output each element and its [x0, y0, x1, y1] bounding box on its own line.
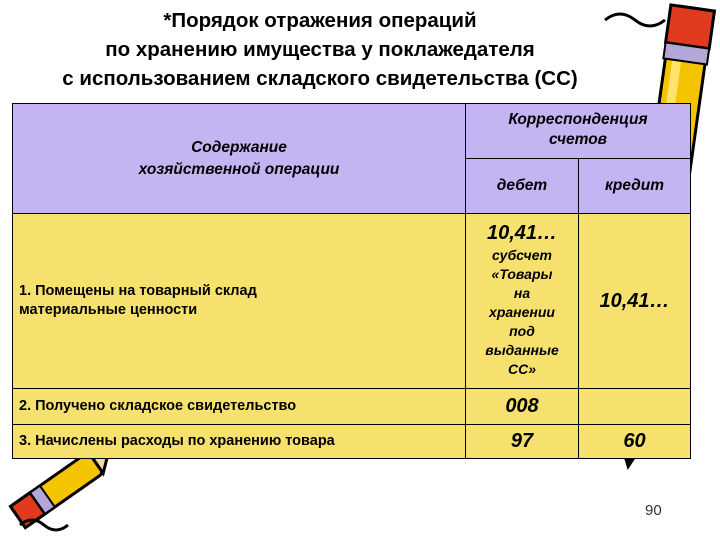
row-debit [466, 425, 579, 459]
operations-table [12, 103, 691, 459]
row-debit [466, 214, 579, 389]
row-description: 3. Начислены расходы по хранению товара [13, 425, 466, 459]
row-debit-value: 97 [510, 430, 534, 452]
row-credit [579, 425, 691, 459]
table-row [13, 389, 691, 425]
header-content-label: хозяйственной операции [138, 160, 340, 178]
page-number: 90 [645, 502, 662, 519]
subaccount-line: выданные [485, 342, 559, 358]
header-debit-cell [466, 159, 579, 214]
title-line: *Порядок отражения операций [163, 9, 477, 32]
header-debit-label: дебет [496, 177, 548, 194]
row-debit-value: 10,41… [486, 222, 558, 244]
row-credit [579, 389, 691, 425]
row-debit [466, 389, 579, 425]
row-credit-value: 10,41… [599, 289, 670, 312]
title-line: с использованием складского свидетельства (СС) [62, 67, 578, 90]
table-row [13, 425, 691, 459]
header-correspondence-label: Корреспонденция [508, 111, 648, 128]
row-credit-value: 60 [623, 430, 646, 452]
row-debit-value: 008 [505, 395, 539, 417]
subaccount-line: «Товары [491, 266, 553, 282]
subaccount-line: СС» [507, 361, 536, 377]
row-description-line: материальные ценности [19, 302, 198, 318]
header-content-label: Содержание [191, 138, 287, 156]
subaccount-line: на [513, 285, 531, 301]
subaccount-line: под [509, 323, 535, 339]
subaccount-line: субсчет [492, 247, 552, 263]
row-description-line: 1. Помещены на товарный склад [19, 283, 257, 299]
header-credit-cell [579, 159, 691, 214]
subaccount-line: хранении [489, 304, 555, 320]
row-credit [579, 214, 691, 389]
row-debit-subaccount [466, 246, 578, 379]
row-description [13, 214, 466, 389]
header-content-cell [13, 104, 466, 214]
header-correspondence-label: счетов [548, 131, 608, 148]
page-title [10, 6, 630, 93]
header-correspondence-cell [466, 104, 691, 159]
header-credit-label: кредит [605, 177, 664, 194]
table-row [13, 214, 691, 389]
title-line: по хранению имущества у поклажедателя [105, 38, 535, 61]
row-description: 2. Получено складское свидетельство [13, 389, 466, 425]
